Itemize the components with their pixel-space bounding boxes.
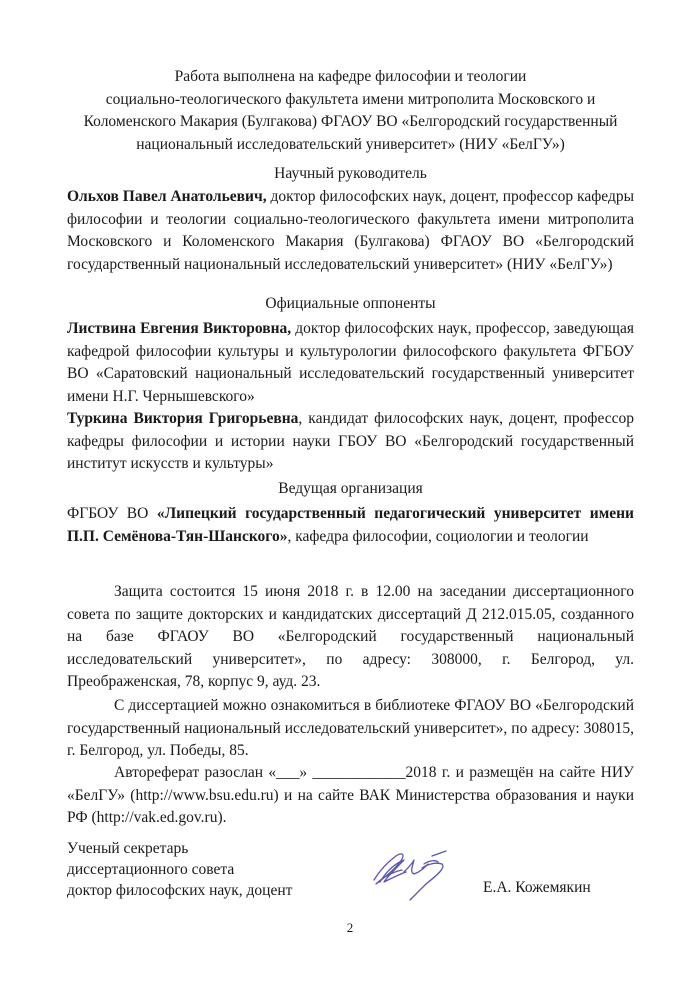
signature-image <box>366 842 478 908</box>
secretary-title: Ученый секретарь <box>67 840 189 857</box>
opponent-name: Туркина Виктория Григорьевна <box>67 410 299 427</box>
opponent-description: , кандидат философских наук, доцент, профессор кафедры философии и истории науки ГБОУ ВО «Белгородский государственный институт искусств и культуры» <box>67 410 634 472</box>
opponent-name: Листвина Евгения Викторовна, <box>67 320 292 337</box>
header-line: Работа выполнена на кафедре философии и теологии <box>174 68 527 85</box>
leading-org-name: «Липецкий государственный педагогический университет имени П.П. Семёнова-Тян-Шанского» <box>67 505 634 545</box>
secretary-degree: доктор философских наук, доцент <box>67 882 293 899</box>
header-line: социально-теологического факультета имени митрополита Московского и <box>105 90 596 108</box>
page-number: 2 <box>346 920 354 935</box>
leading-org-prefix: ФГБОУ ВО <box>67 505 157 522</box>
secretary-name: Е.А. Кожемякин <box>483 879 591 896</box>
library-paragraph: С диссертацией можно ознакомиться в библиотеке ФГАОУ ВО «Белгородский государственный национальный исследовательский университет», по адресу: 308015, г. Белгород, ул. Победы, 85. <box>67 697 634 759</box>
supervisor-heading: Научный руководитель <box>274 165 427 182</box>
leading-org-heading: Ведущая организация <box>278 480 423 497</box>
leading-org-paragraph <box>67 503 634 548</box>
opponent-paragraph <box>67 318 634 408</box>
header-line: национальный исследовательский университет» (НИУ «БелГУ») <box>136 135 565 153</box>
opponent-description: доктор философских наук, профессор, заведующая кафедрой философии культуры и культурологии философского факультета ФГБОУ ВО «Саратовский национальный исследовательский государственный университет имени Н.Г. Чернышевского» <box>67 320 634 405</box>
header-block <box>67 66 634 156</box>
secretary-council: диссертационного совета <box>67 861 235 878</box>
abstract-sent-paragraph: Автореферат разослан «___» ____________2018 г. и размещён на сайте НИУ «БелГУ» (http://www.bsu.edu.ru) и на сайте ВАК Министерства образования и науки РФ (http://vak.ed.gov.ru). <box>67 764 634 826</box>
opponent-paragraph <box>67 408 634 476</box>
opponents-heading: Официальные оппоненты <box>265 295 436 312</box>
supervisor-name: Ольхов Павел Анатольевич, <box>67 188 267 205</box>
secretary-block <box>67 838 292 901</box>
defense-paragraph: Защита состоится 15 июня 2018 г. в 12.00 на заседании диссертационного совета по защите докторских и кандидатских диссертаций Д 212.015.05, созданного на базе ФГАОУ ВО «Белгородский государственный национальный исследовательский университет», по адресу: 308000, г. Белгород, ул. Преображенская, 78, корпус 9, ауд. 23. <box>67 583 634 690</box>
header-line: Коломенского Макария (Булгакова) ФГАОУ ВО «Белгородский государственный <box>83 113 618 130</box>
supervisor-description: доктор философских наук, доцент, профессор кафедры философии и теологии социально-теологического факультета имени митрополита Московского и Коломенского Макария (Булгакова) ФГАОУ ВО «Белгородский государственный национальный исследовательский университет» (НИУ «БелГУ») <box>67 188 635 273</box>
leading-org-suffix: , кафедра философии, социологии и теологии <box>287 527 589 545</box>
supervisor-paragraph <box>67 186 634 276</box>
